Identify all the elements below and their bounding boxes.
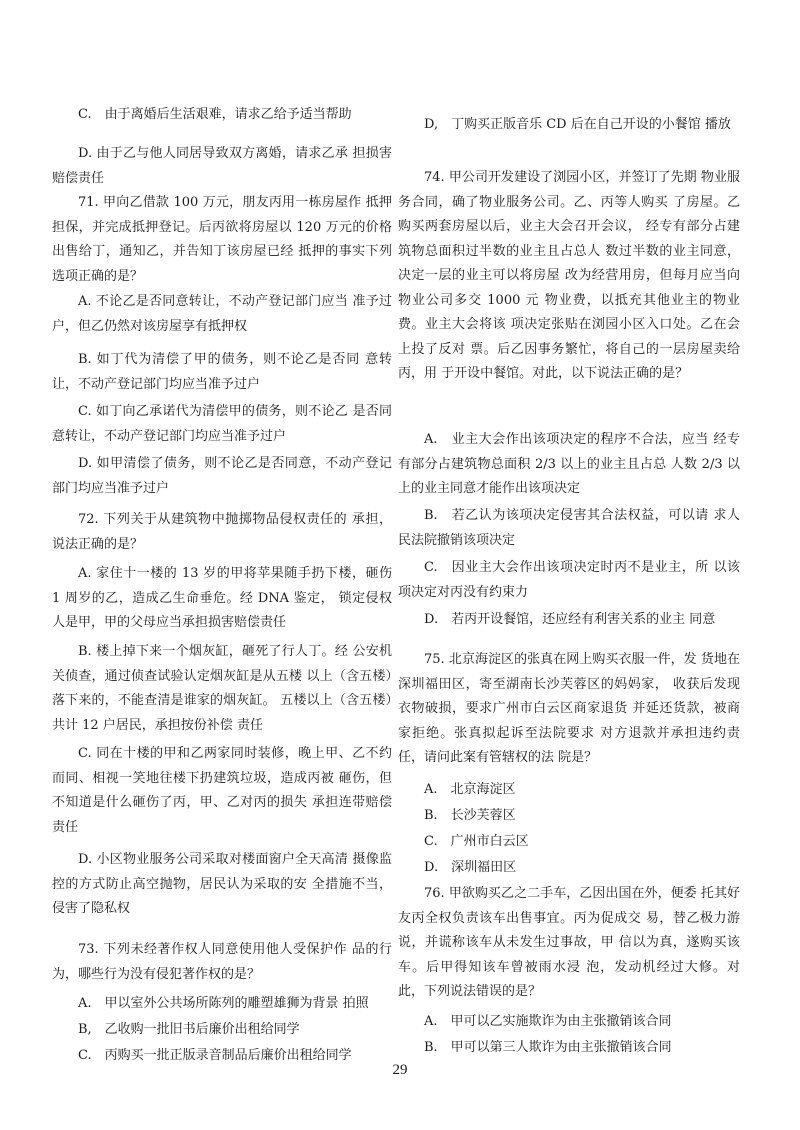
option: A. 不论乙是否同意转让，不动产登记部门应当 准予过户，但乙仍然对该房屋享有抵押权 [52, 294, 392, 334]
option: C. 如丁向乙承诺代为清偿甲的债务，则不论乙 是否同意转让，不动产登记部门均应当准予过户 [52, 404, 392, 444]
option: C. 同在十楼的甲和乙两家同时装修，晚上甲、乙不约而同、相视一笑地往楼下扔建筑垃圾，造成丙被 砸伤，但不知道是什么砸伤了丙，甲、乙对丙的损失 承担连带赔偿责任 [52, 746, 392, 835]
option: D. 深圳福田区 [424, 860, 517, 875]
option: B. 如丁代为清偿了甲的债务，则不论乙是否同 意转让，不动产登记部门均应当准予过户 [52, 352, 392, 392]
option: B. 长沙芙蓉区 [424, 808, 516, 823]
question-75: 75. 北京海淀区的张真在网上购买衣服一件，发 货地在深圳福田区，寄至湖南长沙芙蓉区的妈妈家， 收获后发现衣物破损，要求广州市白云区商家退货 并延还货款，被商家拒绝。张真拟起诉至法院要求 对方退款并承担违约责任，请问此案有管辖权的法 院是？ [398, 652, 740, 765]
option: B, 乙收购一批旧书后廉价出租给同学 [78, 1022, 300, 1037]
paragraph: C. 由于离婚后生活艰难，请求乙给予适当帮助 [78, 107, 352, 122]
option: C. 因业主大会作出该项决定时丙不是业主，所 以该项决定对丙没有约束力 [398, 560, 740, 600]
option: D, 丁购买正版音乐 CD 后在自己开设的小餐馆 播放 [424, 117, 731, 132]
option: B. 若乙认为该项决定侵害其合法权益，可以请 求人民法院撤销该项决定 [398, 508, 740, 548]
option: C. 广州市白云区 [424, 834, 529, 849]
option: A. 北京海淀区 [424, 782, 516, 797]
option: D. 如甲清偿了债务，则不论乙是否同意，不动产登记部门均应当准予过户 [52, 456, 392, 496]
option: B. 楼上掉下来一个烟灰缸，砸死了行人丁。经 公安机关侦查，通过侦查试验认定烟灰缸是从五楼 以上（含五楼）落下来的，不能查清是谁家的烟灰缸。 五楼以上（含五楼）共计 12 户居民，承担按份补偿 责任 [52, 644, 392, 733]
question-74: 74. 甲公司开发建设了浏园小区，并签订了先期 物业服务合同，确了物业服务公司。乙、丙等人购买 了房屋。乙购买两套房屋以后，业主大会召开会议， 经专有部分占建筑物总面积过半数的业主且占总人 数过半数的业主同意，决定一层的业主可以将房屋 改为经营用房，但每月应当向物业公司多交 1000 元 物业费，以抵充其他业主的物业费。业主大会将该 项决定张贴在浏园小区入口处。乙在会上投了反对 票。后乙因事务繁忙，将自己的一层房屋卖给丙，用 于开设中餐馆。对此，以下说法正确的是？ [398, 170, 740, 381]
question-76: 76. 甲欲购买乙之二手车，乙因出国在外，便委 托其好友丙全权负责该车出售事宜。丙为促成交 易，替乙极力游说，并谎称该车从未发生过事故，甲 信以为真，遂购买该车。后甲得知该车曾被雨水浸 泡，发动机经过大修。对此，下列说法错误的是？ [398, 886, 740, 999]
option: A. 甲可以乙实施欺诈为由主张撤销该合同 [424, 1014, 672, 1029]
option: C. 丙购买一批正版录音制品后廉价出租给同学 [78, 1048, 352, 1063]
option: A. 家住十一楼的 13 岁的甲将苹果随手扔下楼，砸伤 1 周岁的乙，造成乙生命垂危。经 DNA 鉴定， 锁定侵权人是甲，甲的父母应当承担损害赔偿责任 [52, 566, 392, 630]
option: A. 业主大会作出该项决定的程序不合法，应当 经专有部分占建筑物总面积 2/3 以上的业主且占总 人数 2/3 以上的业主同意才能作出该项决定 [398, 432, 740, 496]
page-number: 29 [392, 1062, 408, 1078]
question-71: 71. 甲向乙借款 100 万元，朋友丙用一栋房屋作 抵押担保，并完成抵押登记。后丙欲将房屋以 120 万元的价格出售给丁，通知乙，并告知丁该房屋已经 抵押的事实下列选项正确的是？ [52, 195, 392, 284]
option: A. 甲以室外公共场所陈列的雕塑雄狮为背景 拍照 [78, 996, 369, 1011]
paragraph: D. 由于乙与他人同居导致双方离婚，请求乙承 担损害赔偿责任 [52, 146, 392, 186]
option: B. 甲可以第三人欺诈为由主张撤销该合同 [424, 1040, 672, 1055]
option: D. 小区物业服务公司采取对楼面窗户全天高清 摄像监控的方式防止高空抛物，居民认为采取的安 全措施不当，侵害了隐私权 [52, 852, 392, 916]
option: D. 若丙开设餐馆，还应经有利害关系的业主 同意 [424, 612, 716, 627]
question-72: 72. 下列关于从建筑物中抛掷物品侵权责任的 承担，说法正确的是？ [52, 512, 392, 552]
question-73: 73. 下列未经著作权人同意使用他人受保护作 品的行为，哪些行为没有侵犯著作权的是？ [52, 942, 392, 982]
